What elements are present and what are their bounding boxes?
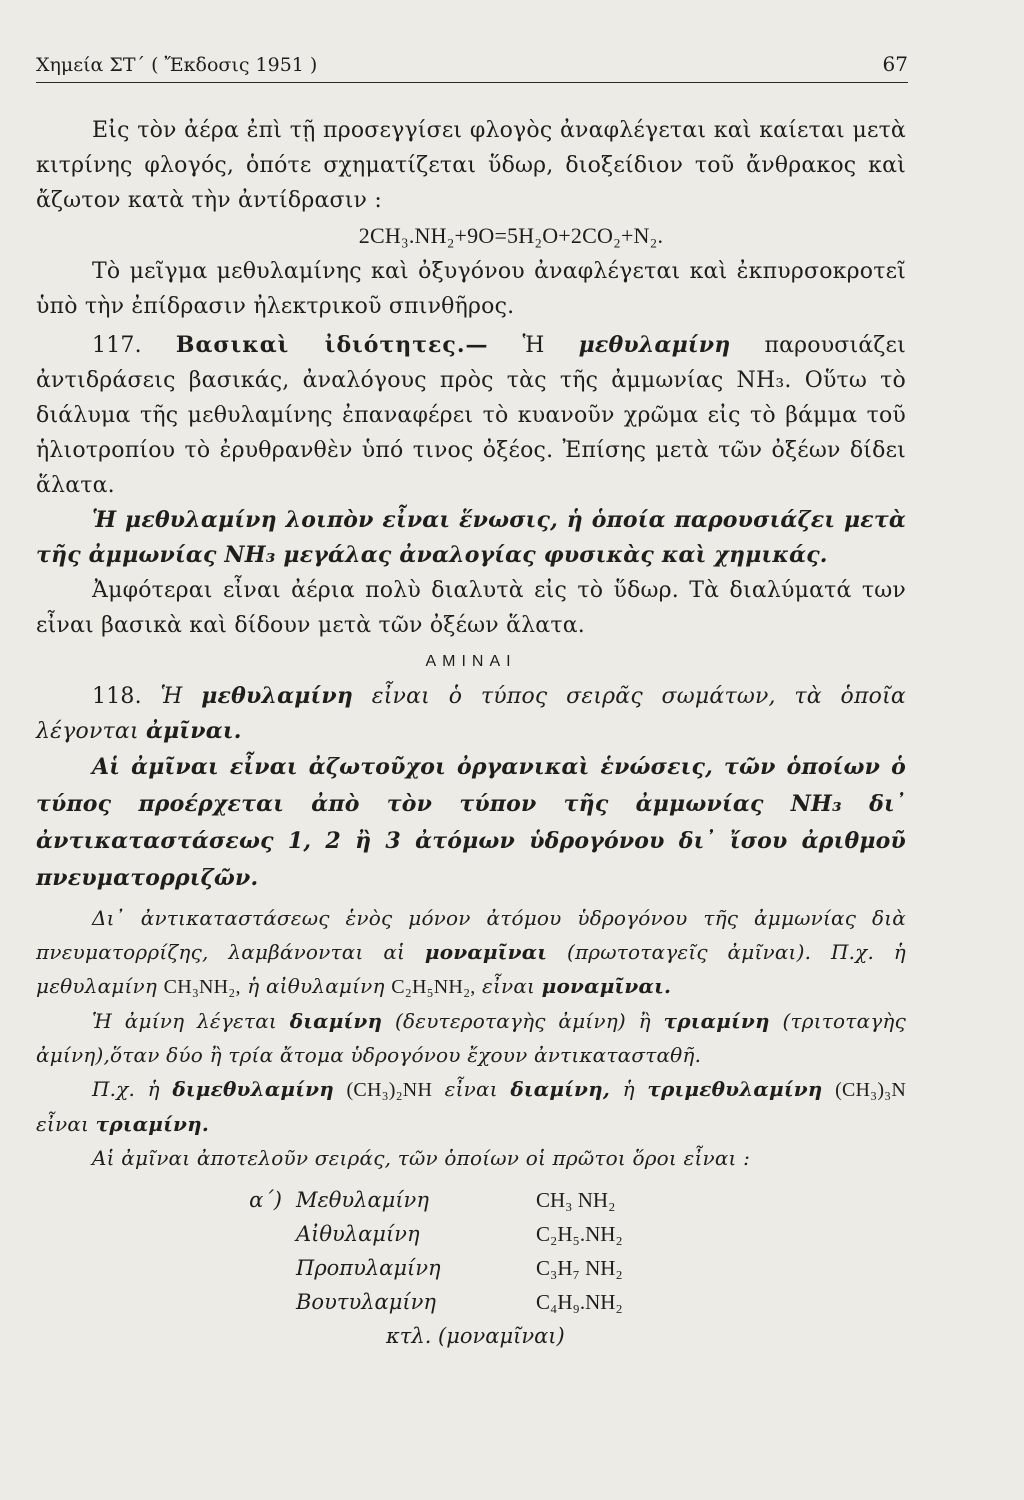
text-run: ἡ	[622, 1077, 635, 1101]
section-number: 117.	[92, 333, 142, 358]
text-run: ἡ αἰθυλαμίνη	[247, 974, 385, 998]
term-monoamines: μοναμῖναι.	[541, 974, 672, 998]
series-intro: Αἱ ἀμῖναι ἀποτελοῦν σειράς, τῶν ὁποίων οἱ πρῶτοι ὅροι εἶναι :	[92, 1146, 751, 1170]
text-run: (τριτοταγὴς ἀμίνη),ὅταν δύο ἢ τρία ἄτομα ὑδρογόνου ἔχουν ἀντικατασταθῆ.	[36, 1009, 907, 1067]
text-run: εἶναι	[36, 1112, 90, 1136]
list-label	[36, 1251, 296, 1285]
term-methylamine: μεθυλαμίνη	[578, 332, 731, 358]
paragraph-di-tri-amines	[36, 1004, 906, 1072]
section-title: Βασικαὶ ἰδιότητες.—	[175, 332, 489, 358]
paragraph-explosion: Τὸ μεῖγμα μεθυλαμίνης καὶ ὀξυγόνου ἀναφλέγεται καὶ ἐκπυρσοκροτεῖ ὑπὸ τὴν ἐπίδρασιν ἠλεκτρικοῦ σπινθῆρος.	[36, 259, 906, 319]
paragraph-solubility: Ἀμφότεραι εἶναι ἀέρια πολὺ διαλυτὰ εἰς τὸ ὕδωρ. Τὰ διαλύματά των εἶναι βασικὰ καὶ δίδουν μετὰ τῶν ὀξέων ἅλατα.	[36, 578, 906, 638]
term-amines: ἀμῖναι.	[145, 718, 242, 744]
combustion-equation: 2CH₃.NH₂+9O=5H₂O+2CO₂+N₂.	[358, 223, 664, 248]
amine-name: Βουτυλαμίνη	[296, 1290, 436, 1314]
list-label	[36, 1217, 296, 1251]
amine-formula: C₃H₇ NH₂	[536, 1256, 623, 1280]
amine-name: Μεθυλαμίνη	[296, 1188, 429, 1212]
text-run: εἶναι	[482, 974, 536, 998]
amine-name: Αἰθυλαμίνη	[296, 1222, 420, 1246]
section-117	[36, 328, 906, 503]
running-title: Χημεία ΣΤ΄ ( Ἔκδοσις 1951 )	[36, 54, 318, 76]
term-methylamine: μεθυλαμίνη	[201, 683, 354, 709]
term-monoamines: μοναμῖναι	[424, 940, 548, 964]
list-item	[36, 1285, 906, 1319]
term-triamine: τριαμίνη.	[95, 1112, 209, 1136]
section-number: 118.	[92, 684, 142, 709]
formula: C₂H₅NH₂,	[391, 976, 476, 998]
amine-name: Προπυλαμίνη	[296, 1256, 441, 1280]
term-trimethylamine: τριμεθυλαμίνη	[647, 1077, 823, 1101]
section-text: Ἡ	[160, 684, 183, 709]
term-dimethylamine: διμεθυλαμίνη	[172, 1077, 334, 1101]
formula: (CH₃)₃N	[835, 1079, 907, 1101]
formula: (CH₃)₂NH	[346, 1079, 433, 1101]
list-label: α΄)	[249, 1188, 282, 1212]
series-footer: κτλ. (μοναμῖναι)	[386, 1324, 565, 1348]
section-text: παρουσιάζει ἀντιδράσεις βασικάς, ἀναλόγους πρὸς τὰς τῆς ἀμμωνίας NH₃. Οὕτω τὸ διάλυμα τῆς μεθυλαμίνης ἐπαναφέρει τὸ κυανοῦν χρῶμα εἰς τὸ βάμμα τοῦ ἡλιοτροπίου τὸ ἐρυθρανθὲν ὑπό τινος ὀξέος. Ἐπίσης μετὰ τῶν ὀξέων δίδει ἅλατα.	[36, 333, 906, 498]
list-item	[36, 1217, 906, 1251]
text-run: (δευτεροταγὴς ἀμίνη) ἢ	[395, 1009, 651, 1033]
section-text: εἶναι ὁ τύπος σειρᾶς σωμάτων, τὰ ὁποῖα λέγονται	[36, 684, 906, 744]
term-triamine: τριαμίνη	[663, 1009, 770, 1033]
amine-formula: C₄H₉.NH₂	[536, 1290, 623, 1314]
paragraph-examples	[36, 1072, 906, 1141]
section-text: Ἡ	[522, 333, 545, 358]
text-run: Π.χ. ἡ	[92, 1077, 160, 1101]
paragraph-combustion: Εἰς τὸν ἀέρα ἐπὶ τῇ προσεγγίσει φλογὸς ἀναφλέγεται καὶ καίεται μετὰ κιτρίνης φλογός, ὁπότε σχηματίζεται ὕδωρ, διοξείδιον τοῦ ἄνθρακος καὶ ἄζωτον κατὰ τὴν ἀντίδρασιν :	[36, 118, 906, 213]
list-item	[36, 1183, 906, 1217]
term-diamine: διαμίνη	[289, 1009, 383, 1033]
page-header	[36, 52, 908, 83]
text-run: (πρωτοταγεῖς ἀμῖναι). Π.χ. ἡ μεθυλαμίνη	[36, 940, 906, 998]
term-diamine: διαμίνη,	[510, 1077, 611, 1101]
list-item	[36, 1251, 906, 1285]
list-label	[36, 1285, 296, 1319]
amines-heading: ΑΜΙΝΑΙ	[425, 653, 517, 670]
amine-series-list	[36, 1183, 906, 1353]
amine-definition: Αἱ ἀμῖναι εἶναι ἀζωτοῦχοι ὀργανικαὶ ἑνώσεις, τῶν ὁποίων ὁ τύπος προέρχεται ἀπὸ τὸν τύπον τῆς ἀμμωνίας NH₃ δι᾽ ἀντικαταστάσεως 1, 2 ἢ 3 ἀτόμων ὑδρογόνου δι᾽ ἴσου ἀριθμοῦ πνευματορριζῶν.	[36, 754, 906, 891]
section-118	[36, 679, 906, 749]
page-number: 67	[882, 52, 908, 76]
text-run: Ἡ ἀμίνη λέγεται	[92, 1009, 277, 1033]
text-run: εἶναι	[444, 1077, 498, 1101]
text-run: Δι᾽ ἀντικαταστάσεως ἑνὸς μόνον ἀτόμου ὑδρογόνου τῆς ἀμμωνίας διὰ πνευματορρίζης, λαμβάνονται αἱ	[36, 906, 906, 964]
rule-statement: Ἡ μεθυλαμίνη λοιπὸν εἶναι ἕνωσις, ἡ ὁποία παρουσιάζει μετὰ τῆς ἀμμωνίας NH₃ μεγάλας ἀναλογίας φυσικὰς καὶ χημικάς.	[36, 507, 906, 568]
paragraph-monoamines	[36, 901, 906, 1004]
amine-formula: C₂H₅.NH₂	[536, 1222, 623, 1246]
amine-formula: CH₃ NH₂	[536, 1188, 616, 1212]
formula: CH₃NH₂,	[163, 976, 241, 998]
